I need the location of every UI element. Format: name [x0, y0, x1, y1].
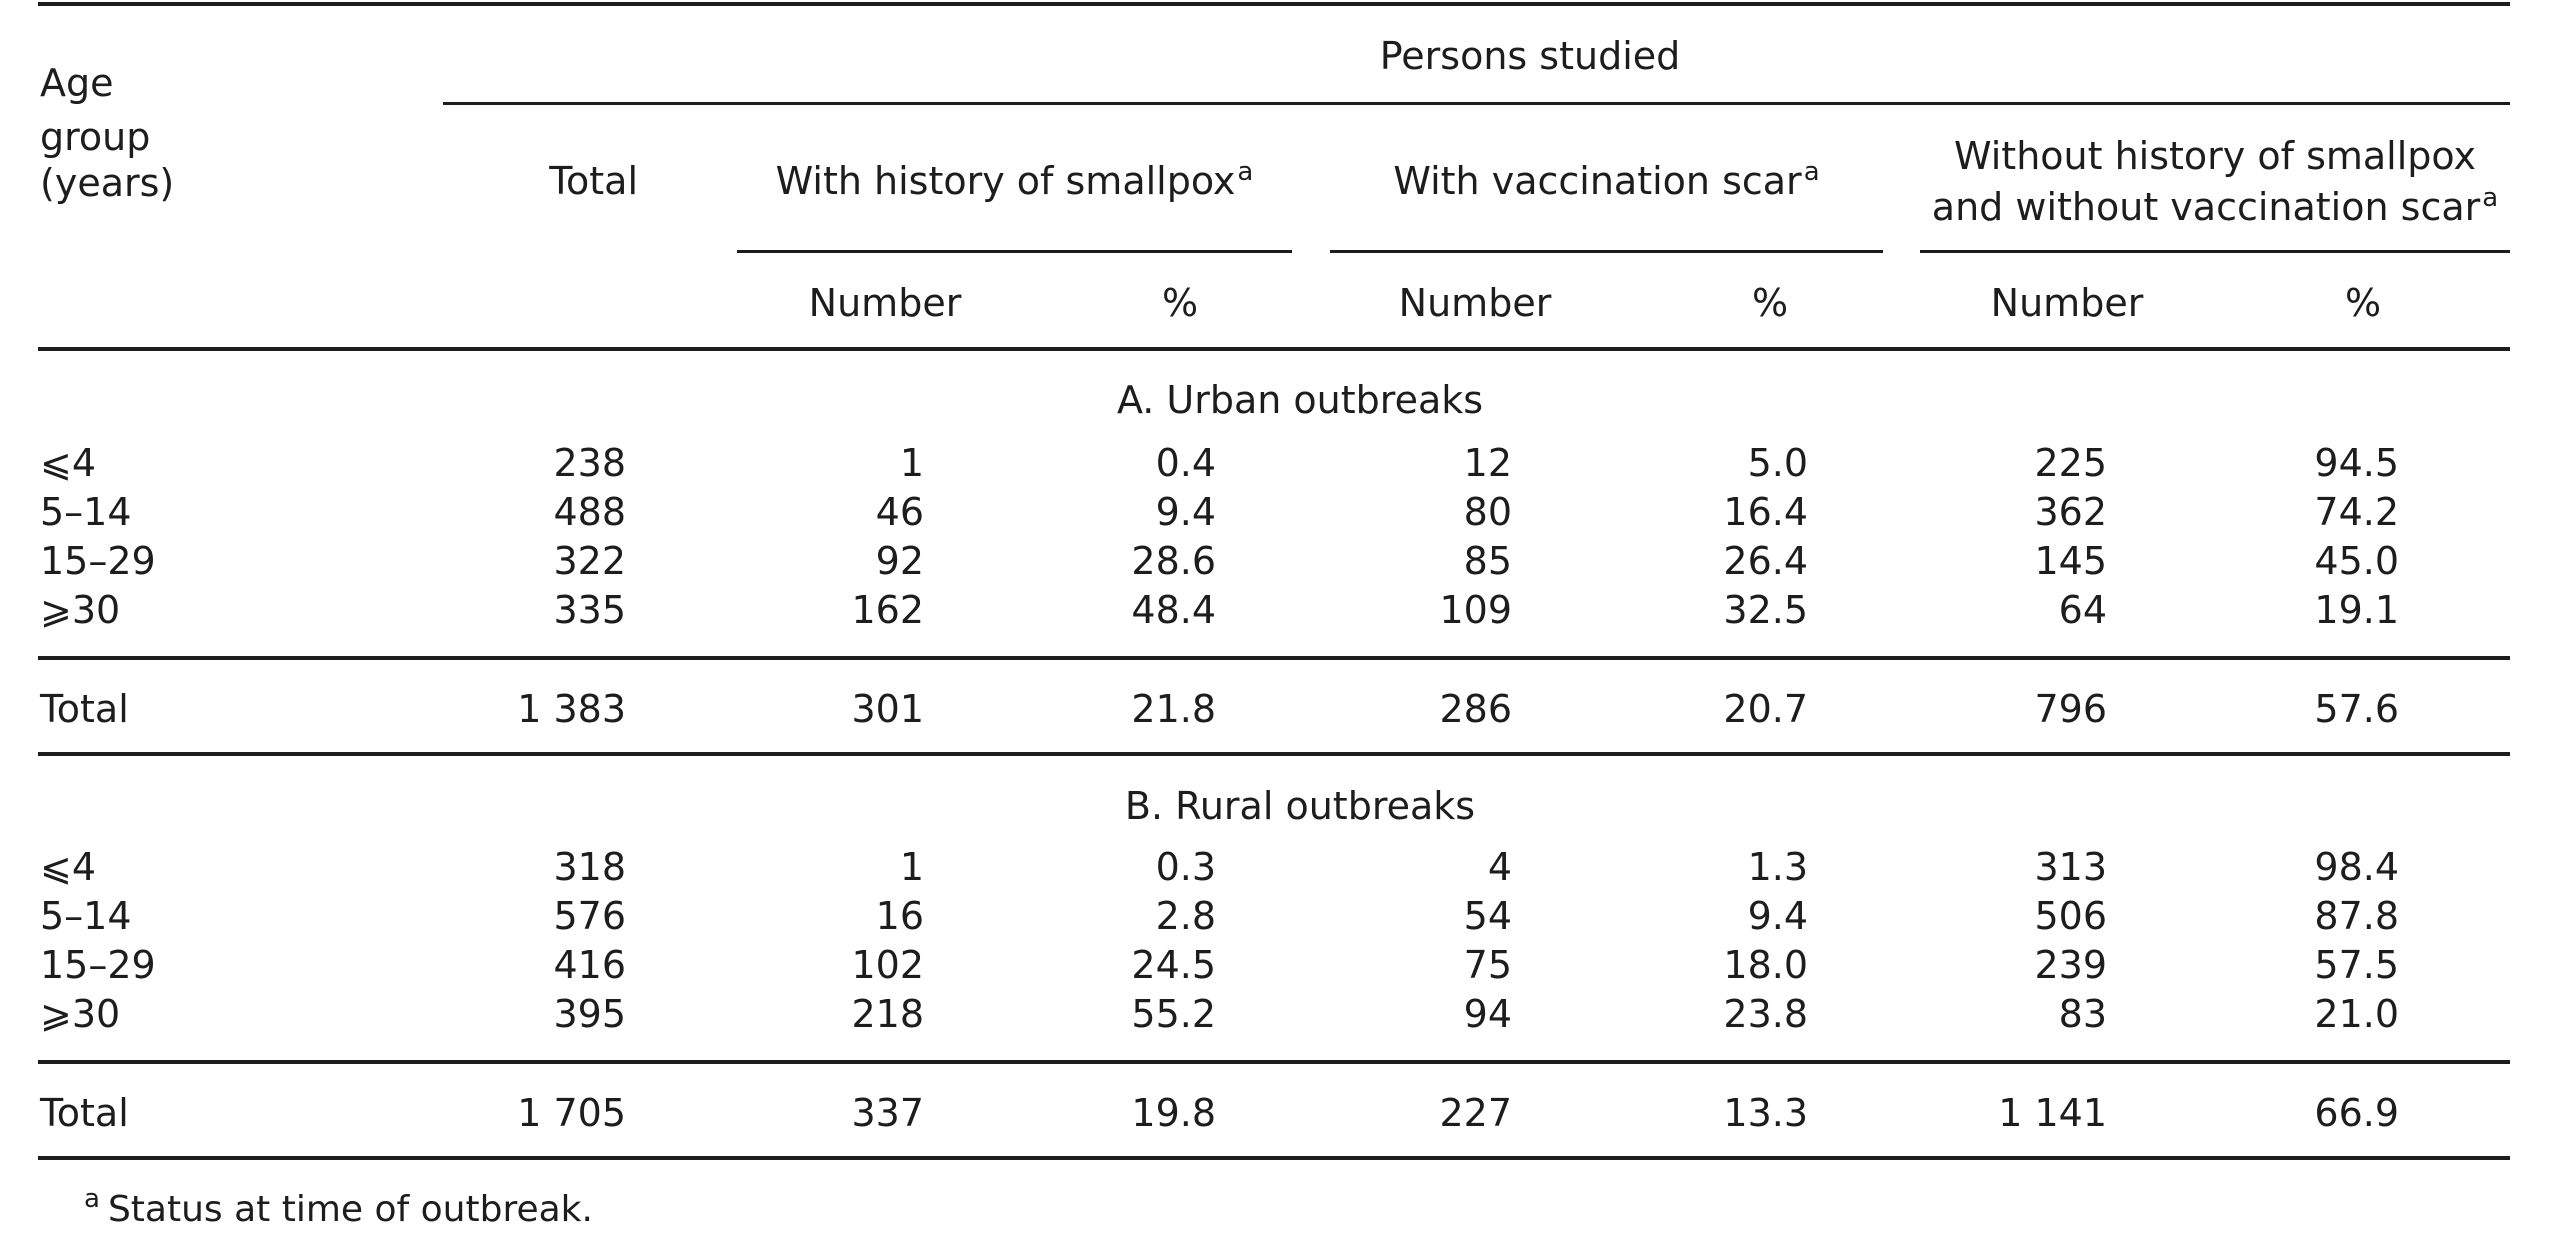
percent-cell: 32.5 [1723, 588, 1808, 632]
number-cell: 92 [875, 539, 924, 583]
footnote-marker: a [2482, 183, 2499, 213]
age-group-line-3: (years) [40, 161, 175, 205]
total-cell: 335 [553, 588, 626, 632]
total-cell: 1 705 [517, 1091, 626, 1135]
number-cell: 337 [851, 1091, 924, 1135]
total-cell: 1 383 [517, 687, 626, 731]
age-cell: 15–29 [40, 539, 156, 583]
number-cell: 64 [2058, 588, 2107, 632]
footnote [82, 1184, 593, 1230]
age-group-line-2: group [40, 115, 151, 159]
history-smallpox-label: With history of smallpox [775, 159, 1236, 203]
percent-cell: 23.8 [1723, 992, 1808, 1036]
percent-cell: 57.5 [2314, 943, 2399, 987]
percent-cell: 0.3 [1155, 845, 1216, 889]
number-subheading-2: Number [1398, 281, 1552, 325]
age-group-line-1: Age [40, 61, 114, 105]
percent-cell: 1.3 [1747, 845, 1808, 889]
number-cell: 94 [1463, 992, 1512, 1036]
total-column-heading: Total [549, 159, 638, 203]
percent-cell: 94.5 [2314, 441, 2399, 485]
footnote-marker: a [1237, 157, 1254, 187]
percent-cell: 48.4 [1131, 588, 1216, 632]
number-cell: 286 [1439, 687, 1512, 731]
number-cell: 4 [1487, 845, 1512, 889]
percent-cell: 87.8 [2314, 894, 2399, 938]
history-smallpox-heading [737, 157, 1292, 203]
number-cell: 16 [875, 894, 924, 938]
persons-studied-rule [443, 102, 2510, 105]
percent-cell: 74.2 [2314, 490, 2399, 534]
total-cell: 318 [553, 845, 626, 889]
persons-studied-heading: Persons studied [1379, 34, 1681, 78]
total-cell: 322 [553, 539, 626, 583]
number-cell: 80 [1463, 490, 1512, 534]
total-cell: 395 [553, 992, 626, 1036]
header-bottom-rule [38, 347, 2510, 351]
number-cell: 145 [2034, 539, 2107, 583]
group2-rule [1330, 250, 1883, 253]
group1-rule [737, 250, 1292, 253]
footnote-text: Status at time of outbreak. [107, 1189, 593, 1230]
number-cell: 506 [2034, 894, 2107, 938]
percent-cell: 57.6 [2314, 687, 2399, 731]
number-cell: 227 [1439, 1091, 1512, 1135]
number-cell: 75 [1463, 943, 1512, 987]
percent-cell: 5.0 [1747, 441, 1808, 485]
percent-cell: 9.4 [1155, 490, 1216, 534]
total-cell: 238 [553, 441, 626, 485]
age-cell: 5–14 [40, 894, 132, 938]
without-history-label: and without vaccination scar [1931, 185, 2481, 229]
number-cell: 1 [899, 845, 924, 889]
percent-subheading-3: % [2344, 281, 2382, 325]
number-cell: 109 [1439, 588, 1512, 632]
percent-cell: 16.4 [1723, 490, 1808, 534]
total-row-label: Total [40, 1091, 129, 1135]
without-history-heading-line-2 [1920, 183, 2510, 229]
urban-total-top-rule [38, 656, 2510, 660]
percent-cell: 0.4 [1155, 441, 1216, 485]
percent-cell: 45.0 [2314, 539, 2399, 583]
percent-subheading-1: % [1161, 281, 1199, 325]
number-cell: 239 [2034, 943, 2107, 987]
number-subheading-1: Number [808, 281, 962, 325]
percent-cell: 19.8 [1131, 1091, 1216, 1135]
percent-cell: 13.3 [1723, 1091, 1808, 1135]
footnote-marker: a [84, 1184, 100, 1214]
age-cell: ⩽4 [40, 845, 97, 889]
urban-total-bottom-rule [38, 752, 2510, 756]
number-cell: 54 [1463, 894, 1512, 938]
percent-cell: 21.0 [2314, 992, 2399, 1036]
number-cell: 301 [851, 687, 924, 731]
number-cell: 796 [2034, 687, 2107, 731]
top-rule [38, 2, 2510, 6]
percent-cell: 20.7 [1723, 687, 1808, 731]
number-cell: 85 [1463, 539, 1512, 583]
age-cell: ⩾30 [40, 992, 121, 1036]
number-cell: 218 [851, 992, 924, 1036]
without-history-heading-line-1: Without history of smallpox [1954, 134, 2476, 178]
number-cell: 83 [2058, 992, 2107, 1036]
age-cell: ⩾30 [40, 588, 121, 632]
number-cell: 162 [851, 588, 924, 632]
number-cell: 1 141 [1998, 1091, 2107, 1135]
percent-cell: 98.4 [2314, 845, 2399, 889]
age-cell: 15–29 [40, 943, 156, 987]
percent-cell: 66.9 [2314, 1091, 2399, 1135]
number-cell: 1 [899, 441, 924, 485]
percent-cell: 21.8 [1131, 687, 1216, 731]
section-a-title: A. Urban outbreaks [1116, 378, 1484, 422]
rural-total-top-rule [38, 1060, 2510, 1064]
percent-cell: 55.2 [1131, 992, 1216, 1036]
percent-subheading-2: % [1751, 281, 1789, 325]
age-cell: 5–14 [40, 490, 132, 534]
percent-cell: 24.5 [1131, 943, 1216, 987]
group3-rule [1920, 250, 2510, 253]
percent-cell: 2.8 [1155, 894, 1216, 938]
vaccination-scar-heading [1330, 157, 1883, 203]
total-cell: 488 [553, 490, 626, 534]
vaccination-scar-label: With vaccination scar [1393, 159, 1802, 203]
number-cell: 225 [2034, 441, 2107, 485]
total-cell: 416 [553, 943, 626, 987]
total-row-label: Total [40, 687, 129, 731]
percent-cell: 19.1 [2314, 588, 2399, 632]
number-cell: 12 [1463, 441, 1512, 485]
total-cell: 576 [553, 894, 626, 938]
percent-cell: 28.6 [1131, 539, 1216, 583]
percent-cell: 9.4 [1747, 894, 1808, 938]
age-cell: ⩽4 [40, 441, 97, 485]
rural-total-bottom-rule [38, 1156, 2510, 1160]
number-cell: 313 [2034, 845, 2107, 889]
number-subheading-3: Number [1990, 281, 2144, 325]
number-cell: 46 [875, 490, 924, 534]
number-cell: 362 [2034, 490, 2107, 534]
section-b-title: B. Rural outbreaks [1124, 784, 1476, 828]
number-cell: 102 [851, 943, 924, 987]
percent-cell: 26.4 [1723, 539, 1808, 583]
percent-cell: 18.0 [1723, 943, 1808, 987]
footnote-marker: a [1803, 157, 1820, 187]
